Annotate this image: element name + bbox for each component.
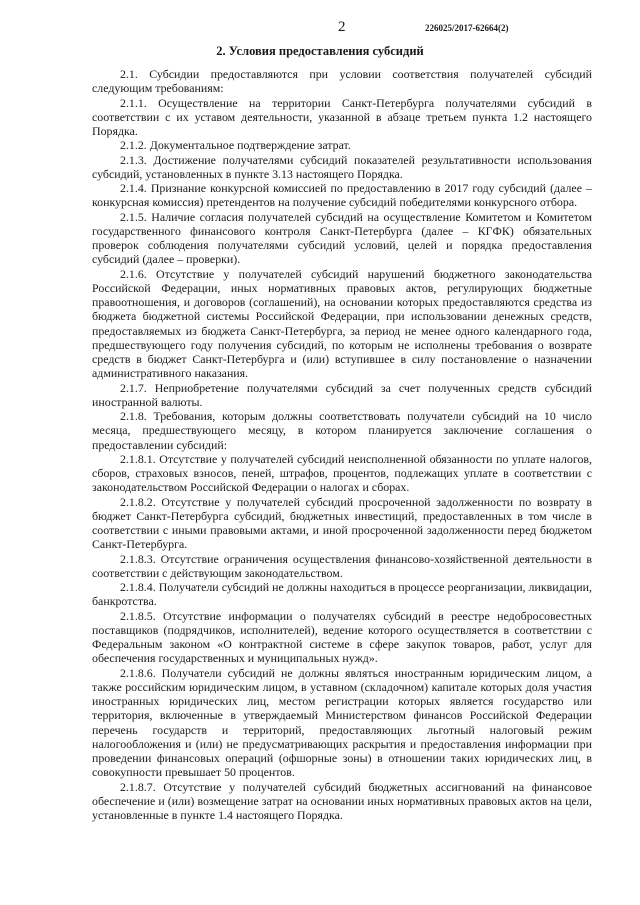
paragraph-2-1-8-6: 2.1.8.6. Получатели субсидий не должны являться иностранным юридическим лицом, а также российским юридическим лицом, в уставном (складочном) капитале которых доля участия иностранных юридических лиц, местом регистрации которых является государство или территория, включенные в утверждаемый Министерством финансов Российской Федерации перечень государств и территорий, предоставляющих льготный налоговый режим налогообложения и (или) не предусматривающих раскрытия и предоставления информации при проведении финансовых операций (офшорные зоны) в отношении таких юридических лиц, в совокупности превышает 50 процентов. — [92, 665, 592, 780]
paragraph-2-1-8-3: 2.1.8.3. Отсутствие ограничения осуществления финансово-хозяйственной деятельности в соответствии с действующим законодательством. — [92, 551, 592, 580]
paragraph-2-1-4: 2.1.4. Признание конкурсной комиссией по предоставлению в 2017 году субсидий (далее – конкурсная комиссия) претендентов на получение субсидий победителями конкурсного отбора. — [92, 181, 592, 210]
paragraph-2-1-8-5: 2.1.8.5. Отсутствие информации о получателях субсидий в реестре недобросовестных поставщиков (подрядчиков, исполнителей), ведение которого осуществляется в соответствии с Федеральным законом «О контрактной системе в сфере закупок товаров, работ, услуг для обеспечения государственных и муниципальных нужд». — [92, 608, 592, 666]
document-body — [92, 67, 592, 822]
paragraph-2-1-8-7: 2.1.8.7. Отсутствие у получателей субсидий бюджетных ассигнований на финансовое обеспечение и (или) возмещение затрат на основании иных нормативных правовых актов на цели, установленные в пункте 1.4 настоящего Порядка. — [92, 779, 592, 822]
paragraph-2-1-5: 2.1.5. Наличие согласия получателей субсидий на осуществление Комитетом и Комитетом государственного финансового контроля Санкт-Петербурга (далее – КГФК) обязательных проверок соблюдения получателями субсидий условий, целей и порядка предоставления субсидий (далее – проверки). — [92, 209, 592, 267]
paragraph-2-1-7: 2.1.7. Неприобретение получателями субсидий за счет полученных средств субсидий иностранной валюты. — [92, 380, 592, 409]
paragraph-2-1-3: 2.1.3. Достижение получателями субсидий показателей результативности использования субсидий, установленных в пункте 3.13 настоящего Порядка. — [92, 152, 592, 181]
document-id: 226025/2017-62664(2) — [425, 23, 509, 33]
paragraph-2-1-8-1: 2.1.8.1. Отсутствие у получателей субсидий неисполненной обязанности по уплате налогов, сборов, страховых взносов, пеней, штрафов, процентов, подлежащих уплате в соответствии с законодательством Российской Федерации о налогах и сборах. — [92, 451, 592, 495]
paragraph-2-1-2: 2.1.2. Документальное подтверждение затрат. — [120, 138, 351, 153]
paragraph-2-1-8-4: 2.1.8.4. Получатели субсидий не должны находиться в процессе реорганизации, ликвидации, банкротства. — [92, 580, 592, 609]
page-number: 2 — [338, 19, 346, 35]
section-title: 2. Условия предоставления субсидий — [216, 44, 424, 58]
paragraph-2-1-8: 2.1.8. Требования, которым должны соответствовать получатели субсидий на 10 число месяца, предшествующего месяцу, в котором планируется заключение соглашения о предоставлении субсидий: — [92, 409, 592, 452]
paragraph-2-1-1: 2.1.1. Осуществление на территории Санкт-Петербурга получателями субсидий в соответствии с их уставом деятельности, указанной в абзаце третьем пункта 1.2 настоящего Порядка. — [92, 95, 592, 138]
paragraph-2-1-6: 2.1.6. Отсутствие у получателей субсидий нарушений бюджетного законодательства Российской Федерации, иных нормативных правовых актов, регулирующих бюджетные правоотношения, и договоров (соглашений), на основании которых предоставляются средства из бюджета бюджетной системы Российской Федерации, при использовании денежных средств, предоставляемых из бюджета Санкт-Петербурга, за период не менее одного календарного года, предшествующего году получения субсидий, по которым не исполнены требования о возврате средств в бюджет Санкт-Петербурга и (или) вступившее в силу постановление о назначении административного наказания. — [92, 266, 592, 381]
paragraph-2-1: 2.1. Субсидии предоставляются при условии соответствия получателей субсидий следующим требованиям: — [92, 67, 592, 96]
paragraph-2-1-8-2: 2.1.8.2. Отсутствие у получателей субсидий просроченной задолженности по возврату в бюджет Санкт-Петербурга субсидий, бюджетных инвестиций, предоставленных в том числе в соответствии с иными правовыми актами, и иной просроченной задолженности перед бюджетом Санкт-Петербурга. — [92, 494, 592, 552]
